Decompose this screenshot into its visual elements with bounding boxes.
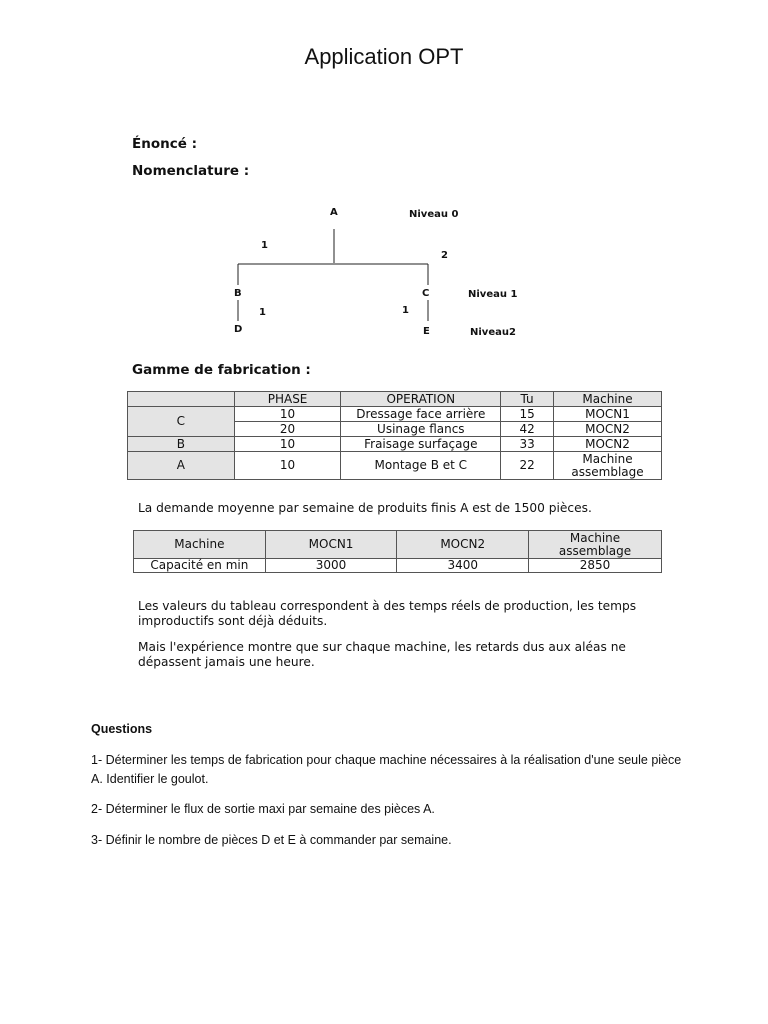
gamme-table [127,391,662,480]
phase-cell: 20 [234,422,341,437]
machine-cell: MOCN1 [554,407,662,422]
gamme-header-empty [128,392,235,407]
question-1: 1- Déterminer les temps de fabrication pour chaque machine nécessaires à la réalisation d'une seule pièce A. Identifier le goulot. [91,753,682,786]
node-d: D [234,324,243,335]
paragraph-aleas: Mais l'expérience montre que sur chaque machine, les retards dus aux aléas ne dépassent jamais une heure. [138,640,626,669]
capacity-value-mocn2: 3400 [397,559,529,573]
qty-ab: 1 [261,240,268,251]
phase-cell: 10 [234,407,341,422]
phase-cell: 10 [234,452,341,480]
qty-ce: 1 [402,305,409,316]
table-row [134,559,662,573]
machine-cell: Machine assemblage [554,452,662,480]
capacity-value-mocn1: 3000 [265,559,397,573]
questions-heading: Questions [91,722,153,736]
node-a: A [330,207,338,218]
capacity-header-row [134,531,662,559]
nomenclature-heading: Nomenclature : [132,163,250,179]
capacity-header-mocn1: MOCN1 [265,531,397,559]
machine-cell: MOCN2 [554,437,662,452]
qty-ac: 2 [441,250,448,261]
operation-cell: Montage B et C [341,452,501,480]
tu-cell: 42 [501,422,554,437]
capacity-row-label: Capacité en min [134,559,266,573]
page-title: Application OPT [304,44,464,69]
demand-text: La demande moyenne par semaine de produits finis A est de 1500 pièces. [138,501,592,515]
gamme-header-phase: PHASE [234,392,341,407]
phase-cell: 10 [234,437,341,452]
qty-bd: 1 [259,307,266,318]
piece-cell: B [128,437,235,452]
tu-cell: 22 [501,452,554,480]
nomenclature-tree [0,0,768,350]
table-row [128,452,662,480]
node-e: E [423,326,430,337]
table-row [128,407,662,422]
table-row [128,437,662,452]
machine-cell: MOCN2 [554,422,662,437]
gamme-header-machine: Machine [554,392,662,407]
capacity-table [133,530,662,573]
operation-cell: Usinage flancs [341,422,501,437]
capacity-header-assemblage: Machine assemblage [529,531,662,559]
level-2-label: Niveau2 [470,327,516,338]
node-c: C [422,288,430,299]
level-1-label: Niveau 1 [468,289,518,300]
operation-cell: Fraisage surfaçage [341,437,501,452]
question-2: 2- Déterminer le flux de sortie maxi par semaine des pièces A. [91,802,435,816]
node-b: B [234,288,242,299]
gamme-header-row [128,392,662,407]
gamme-heading: Gamme de fabrication : [132,362,311,378]
capacity-header-mocn2: MOCN2 [397,531,529,559]
question-3: 3- Définir le nombre de pièces D et E à commander par semaine. [91,833,452,847]
gamme-header-tu: Tu [501,392,554,407]
capacity-value-assemblage: 2850 [529,559,662,573]
capacity-header-machine: Machine [134,531,266,559]
piece-cell: A [128,452,235,480]
tu-cell: 15 [501,407,554,422]
operation-cell: Dressage face arrière [341,407,501,422]
tu-cell: 33 [501,437,554,452]
enonce-heading: Énoncé : [132,136,197,152]
gamme-header-operation: OPERATION [341,392,501,407]
piece-cell: C [128,407,235,437]
level-0-label: Niveau 0 [409,209,459,220]
paragraph-temps-reels: Les valeurs du tableau correspondent à des temps réels de production, les temps improductifs sont déjà déduits. [138,599,637,628]
